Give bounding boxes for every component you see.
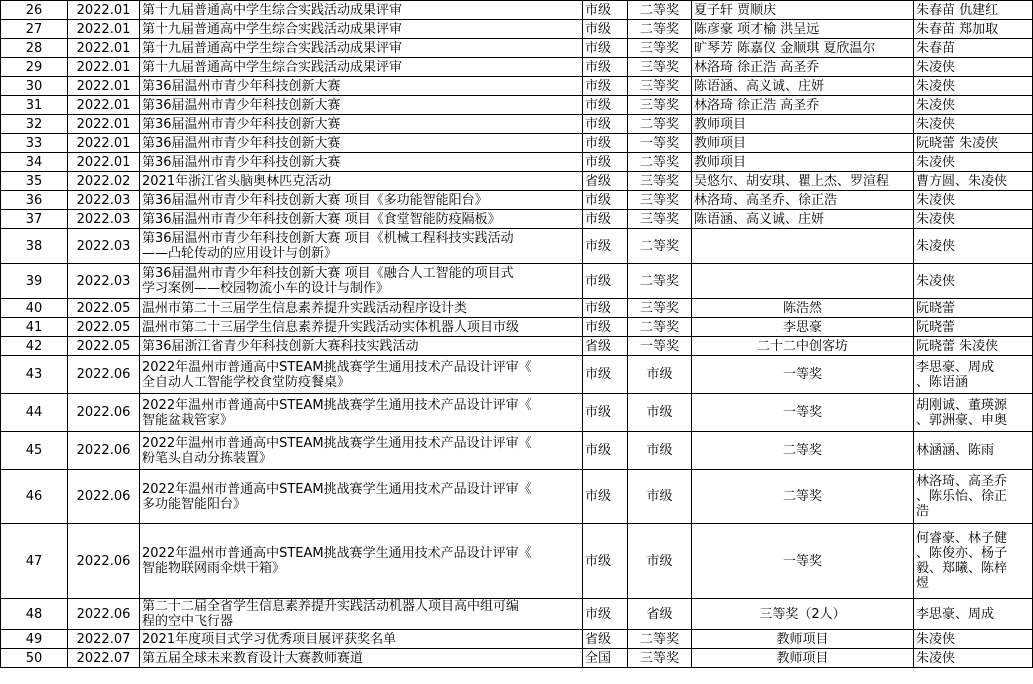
row-event: 2022年温州市普通高中STEAM挑战赛学生通用技术产品设计评审《 智能物联网雨伞烘干箱》 [140, 524, 583, 599]
row-level: 市级 [583, 432, 628, 470]
row-event: 2022年温州市普通高中STEAM挑战赛学生通用技术产品设计评审《 智能盆栽管家》 [140, 394, 583, 432]
table-row [1, 356, 1033, 394]
table-row [1, 229, 1033, 264]
row-members: 林洛琦 徐正浩 高圣乔 [692, 96, 914, 115]
row-event: 第36届温州市青少年科技创新大赛 项目《融合人工智能的项目式 学习案例——校园物流小车的设计与制作》 [140, 264, 583, 299]
row-teacher: 朱凌侠 [914, 210, 1033, 229]
row-number: 29 [1, 58, 68, 77]
row-number: 27 [1, 20, 68, 39]
table-row [1, 153, 1033, 172]
row-number: 44 [1, 394, 68, 432]
row-teacher: 李思豪、周成 [914, 599, 1033, 630]
row-level: 市级 [583, 20, 628, 39]
row-members: 陈浩然 [692, 299, 914, 318]
row-number: 32 [1, 115, 68, 134]
row-members [692, 229, 914, 264]
table-row [1, 58, 1033, 77]
row-teacher: 阮晓蕾 [914, 299, 1033, 318]
row-teacher: 朱春苗 [914, 39, 1033, 58]
row-teacher: 朱凌侠 [914, 630, 1033, 649]
row-date: 2022.05 [68, 318, 140, 337]
row-number: 41 [1, 318, 68, 337]
row-award: 二等奖 [628, 318, 692, 337]
row-teacher: 朱凌侠 [914, 96, 1033, 115]
row-level: 全国 [583, 649, 628, 668]
row-event: 温州市第二十三届学生信息素养提升实践活动程序设计类 [140, 299, 583, 318]
row-teacher: 朱凌侠 [914, 77, 1033, 96]
row-date: 2022.01 [68, 1, 140, 20]
row-award: 三等奖 [628, 191, 692, 210]
row-date: 2022.02 [68, 172, 140, 191]
row-event: 2021年浙江省头脑奥林匹克活动 [140, 172, 583, 191]
row-award: 三等奖 [628, 77, 692, 96]
row-level: 市级 [583, 115, 628, 134]
row-members [692, 264, 914, 299]
table-row [1, 524, 1033, 599]
row-level: 省级 [583, 172, 628, 191]
row-event: 第36届浙江省青少年科技创新大赛科技实践活动 [140, 337, 583, 356]
row-number: 47 [1, 524, 68, 599]
row-date: 2022.01 [68, 58, 140, 77]
row-level: 市级 [583, 264, 628, 299]
row-event: 温州市第二十三届学生信息素养提升实践活动实体机器人项目市级 [140, 318, 583, 337]
row-date: 2022.05 [68, 299, 140, 318]
row-award: 二等奖 [628, 1, 692, 20]
row-number: 33 [1, 134, 68, 153]
row-teacher: 阮晓蕾 朱凌侠 [914, 337, 1033, 356]
row-date: 2022.07 [68, 630, 140, 649]
table-row [1, 96, 1033, 115]
row-event: 第十九届普通高中学生综合实践活动成果评审 [140, 20, 583, 39]
row-event: 2022年温州市普通高中STEAM挑战赛学生通用技术产品设计评审《 多功能智能阳台》 [140, 470, 583, 524]
table-row [1, 630, 1033, 649]
row-teacher: 曹方圆、朱凌侠 [914, 172, 1033, 191]
row-award: 二等奖 [628, 115, 692, 134]
row-teacher: 林洛琦、高圣乔 、陈乐怡、徐正 浩 [914, 470, 1033, 524]
row-members: 林洛琦、高圣乔、徐正浩 [692, 191, 914, 210]
row-level: 市级 [583, 153, 628, 172]
table-row [1, 470, 1033, 524]
row-members: 教师项目 [692, 134, 914, 153]
row-number: 45 [1, 432, 68, 470]
table-row [1, 1, 1033, 20]
row-award: 一等奖 [628, 134, 692, 153]
row-number: 31 [1, 96, 68, 115]
row-teacher: 胡刚诚、董瑛源 、郭洲豪、申奥 [914, 394, 1033, 432]
row-teacher: 朱凌侠 [914, 115, 1033, 134]
row-date: 2022.07 [68, 649, 140, 668]
row-date: 2022.03 [68, 210, 140, 229]
row-number: 40 [1, 299, 68, 318]
row-level: 省级 [583, 630, 628, 649]
row-number: 36 [1, 191, 68, 210]
table-row [1, 77, 1033, 96]
row-award: 二等奖 [628, 630, 692, 649]
row-teacher: 朱凌侠 [914, 191, 1033, 210]
table-row [1, 134, 1033, 153]
row-level: 市级 [583, 210, 628, 229]
row-members: 教师项目 [692, 630, 914, 649]
row-members: 吴悠尔、胡安琪、瞿上杰、罗渲程 [692, 172, 914, 191]
row-teacher: 朱凌侠 [914, 229, 1033, 264]
row-members: 陈语涵、高义诚、庄妍 [692, 210, 914, 229]
row-number: 34 [1, 153, 68, 172]
row-date: 2022.03 [68, 264, 140, 299]
row-date: 2022.06 [68, 524, 140, 599]
row-teacher: 朱凌侠 [914, 264, 1033, 299]
row-event: 2022年温州市普通高中STEAM挑战赛学生通用技术产品设计评审《 粉笔头自动分拣装置》 [140, 432, 583, 470]
row-award: 三等奖 [628, 58, 692, 77]
row-event: 第36届温州市青少年科技创新大赛 [140, 77, 583, 96]
table-row [1, 191, 1033, 210]
row-number: 39 [1, 264, 68, 299]
row-event: 第36届温州市青少年科技创新大赛 [140, 134, 583, 153]
table-row [1, 210, 1033, 229]
row-members: 夏子轩 贾顺庆 [692, 1, 914, 20]
row-award: 二等奖 [628, 264, 692, 299]
row-date: 2022.01 [68, 77, 140, 96]
row-event: 第36届温州市青少年科技创新大赛 [140, 96, 583, 115]
row-award: 二等奖 [628, 20, 692, 39]
row-award: 三等奖 [628, 210, 692, 229]
row-teacher: 何睿豪、林子健 、陈俊亦、杨子 毅、郑曦、陈梓 煜 [914, 524, 1033, 599]
row-event: 第二十二届全省学生信息素养提升实践活动机器人项目高中组可编 程的空中飞行器 [140, 599, 583, 630]
row-date: 2022.06 [68, 470, 140, 524]
row-teacher: 阮晓蕾 朱凌侠 [914, 134, 1033, 153]
table-row [1, 115, 1033, 134]
row-award: 省级 [628, 599, 692, 630]
row-number: 38 [1, 229, 68, 264]
row-teacher: 朱凌侠 [914, 58, 1033, 77]
row-members: 一等奖 [692, 394, 914, 432]
row-level: 市级 [583, 356, 628, 394]
row-date: 2022.05 [68, 337, 140, 356]
row-teacher: 朱春苗 仇建红 [914, 1, 1033, 20]
row-date: 2022.01 [68, 39, 140, 58]
row-event: 第十九届普通高中学生综合实践活动成果评审 [140, 58, 583, 77]
row-level: 市级 [583, 524, 628, 599]
row-event: 2022年温州市普通高中STEAM挑战赛学生通用技术产品设计评审《 全自动人工智能学校食堂防疫餐桌》 [140, 356, 583, 394]
row-members: 二等奖 [692, 432, 914, 470]
row-level: 市级 [583, 318, 628, 337]
row-members: 二十二中创客坊 [692, 337, 914, 356]
row-date: 2022.03 [68, 191, 140, 210]
row-level: 市级 [583, 470, 628, 524]
row-members: 一等奖 [692, 356, 914, 394]
row-date: 2022.06 [68, 394, 140, 432]
row-award: 三等奖 [628, 39, 692, 58]
row-date: 2022.06 [68, 432, 140, 470]
row-award: 市级 [628, 432, 692, 470]
table-row [1, 649, 1033, 668]
row-level: 市级 [583, 77, 628, 96]
row-date: 2022.01 [68, 20, 140, 39]
row-date: 2022.06 [68, 599, 140, 630]
row-award: 三等奖 [628, 299, 692, 318]
table-row [1, 599, 1033, 630]
row-award: 一等奖 [628, 337, 692, 356]
row-event: 第十九届普通高中学生综合实践活动成果评审 [140, 1, 583, 20]
row-number: 50 [1, 649, 68, 668]
row-award: 市级 [628, 356, 692, 394]
table-row [1, 318, 1033, 337]
row-event: 第36届温州市青少年科技创新大赛 [140, 115, 583, 134]
row-event: 第36届温州市青少年科技创新大赛 项目《多功能智能阳台》 [140, 191, 583, 210]
row-members: 教师项目 [692, 649, 914, 668]
row-number: 49 [1, 630, 68, 649]
row-event: 第五届全球未来教育设计大赛教师赛道 [140, 649, 583, 668]
row-level: 市级 [583, 299, 628, 318]
row-number: 42 [1, 337, 68, 356]
row-teacher: 阮晓蕾 [914, 318, 1033, 337]
row-members: 林洛琦 徐正浩 高圣乔 [692, 58, 914, 77]
row-level: 省级 [583, 337, 628, 356]
row-number: 46 [1, 470, 68, 524]
row-award: 市级 [628, 524, 692, 599]
row-date: 2022.03 [68, 229, 140, 264]
row-number: 43 [1, 356, 68, 394]
row-members: 旷琴芳 陈嘉仪 金顺琪 夏欣温尔 [692, 39, 914, 58]
table-row [1, 432, 1033, 470]
row-members: 教师项目 [692, 153, 914, 172]
row-event: 2021年度项目式学习优秀项目展评获奖名单 [140, 630, 583, 649]
row-award: 二等奖 [628, 153, 692, 172]
row-award: 市级 [628, 394, 692, 432]
table-row [1, 394, 1033, 432]
row-number: 26 [1, 1, 68, 20]
row-date: 2022.01 [68, 134, 140, 153]
row-members: 李思豪 [692, 318, 914, 337]
row-date: 2022.06 [68, 356, 140, 394]
row-event: 第36届温州市青少年科技创新大赛 项目《机械工程科技实践活动 ——凸轮传动的应用设计与创新》 [140, 229, 583, 264]
table-row [1, 337, 1033, 356]
row-level: 市级 [583, 39, 628, 58]
row-event: 第36届温州市青少年科技创新大赛 [140, 153, 583, 172]
row-level: 市级 [583, 134, 628, 153]
row-event: 第36届温州市青少年科技创新大赛 项目《食堂智能防疫隔板》 [140, 210, 583, 229]
row-level: 市级 [583, 599, 628, 630]
row-members: 一等奖 [692, 524, 914, 599]
row-number: 35 [1, 172, 68, 191]
row-level: 市级 [583, 58, 628, 77]
row-teacher: 李思豪、周成 、陈语涵 [914, 356, 1033, 394]
row-award: 三等奖 [628, 649, 692, 668]
row-members: 二等奖 [692, 470, 914, 524]
row-teacher: 朱凌侠 [914, 649, 1033, 668]
row-date: 2022.01 [68, 153, 140, 172]
row-award: 二等奖 [628, 229, 692, 264]
row-number: 28 [1, 39, 68, 58]
row-award: 三等奖 [628, 96, 692, 115]
row-level: 市级 [583, 394, 628, 432]
row-members: 三等奖（2人） [692, 599, 914, 630]
row-event: 第十九届普通高中学生综合实践活动成果评审 [140, 39, 583, 58]
row-members: 陈语涵、高义诚、庄妍 [692, 77, 914, 96]
row-number: 30 [1, 77, 68, 96]
row-level: 市级 [583, 229, 628, 264]
table-row [1, 299, 1033, 318]
row-award: 市级 [628, 470, 692, 524]
row-teacher: 朱凌侠 [914, 153, 1033, 172]
row-level: 市级 [583, 1, 628, 20]
table-row [1, 172, 1033, 191]
row-members: 陈彦豪 项才榆 洪呈远 [692, 20, 914, 39]
row-teacher: 林涵涵、陈雨 [914, 432, 1033, 470]
row-award: 三等奖 [628, 172, 692, 191]
row-number: 48 [1, 599, 68, 630]
table-row [1, 39, 1033, 58]
table-row [1, 264, 1033, 299]
row-teacher: 朱春苗 郑加取 [914, 20, 1033, 39]
row-date: 2022.01 [68, 115, 140, 134]
row-number: 37 [1, 210, 68, 229]
row-level: 市级 [583, 191, 628, 210]
row-level: 市级 [583, 96, 628, 115]
row-date: 2022.01 [68, 96, 140, 115]
row-members: 教师项目 [692, 115, 914, 134]
table-row [1, 20, 1033, 39]
